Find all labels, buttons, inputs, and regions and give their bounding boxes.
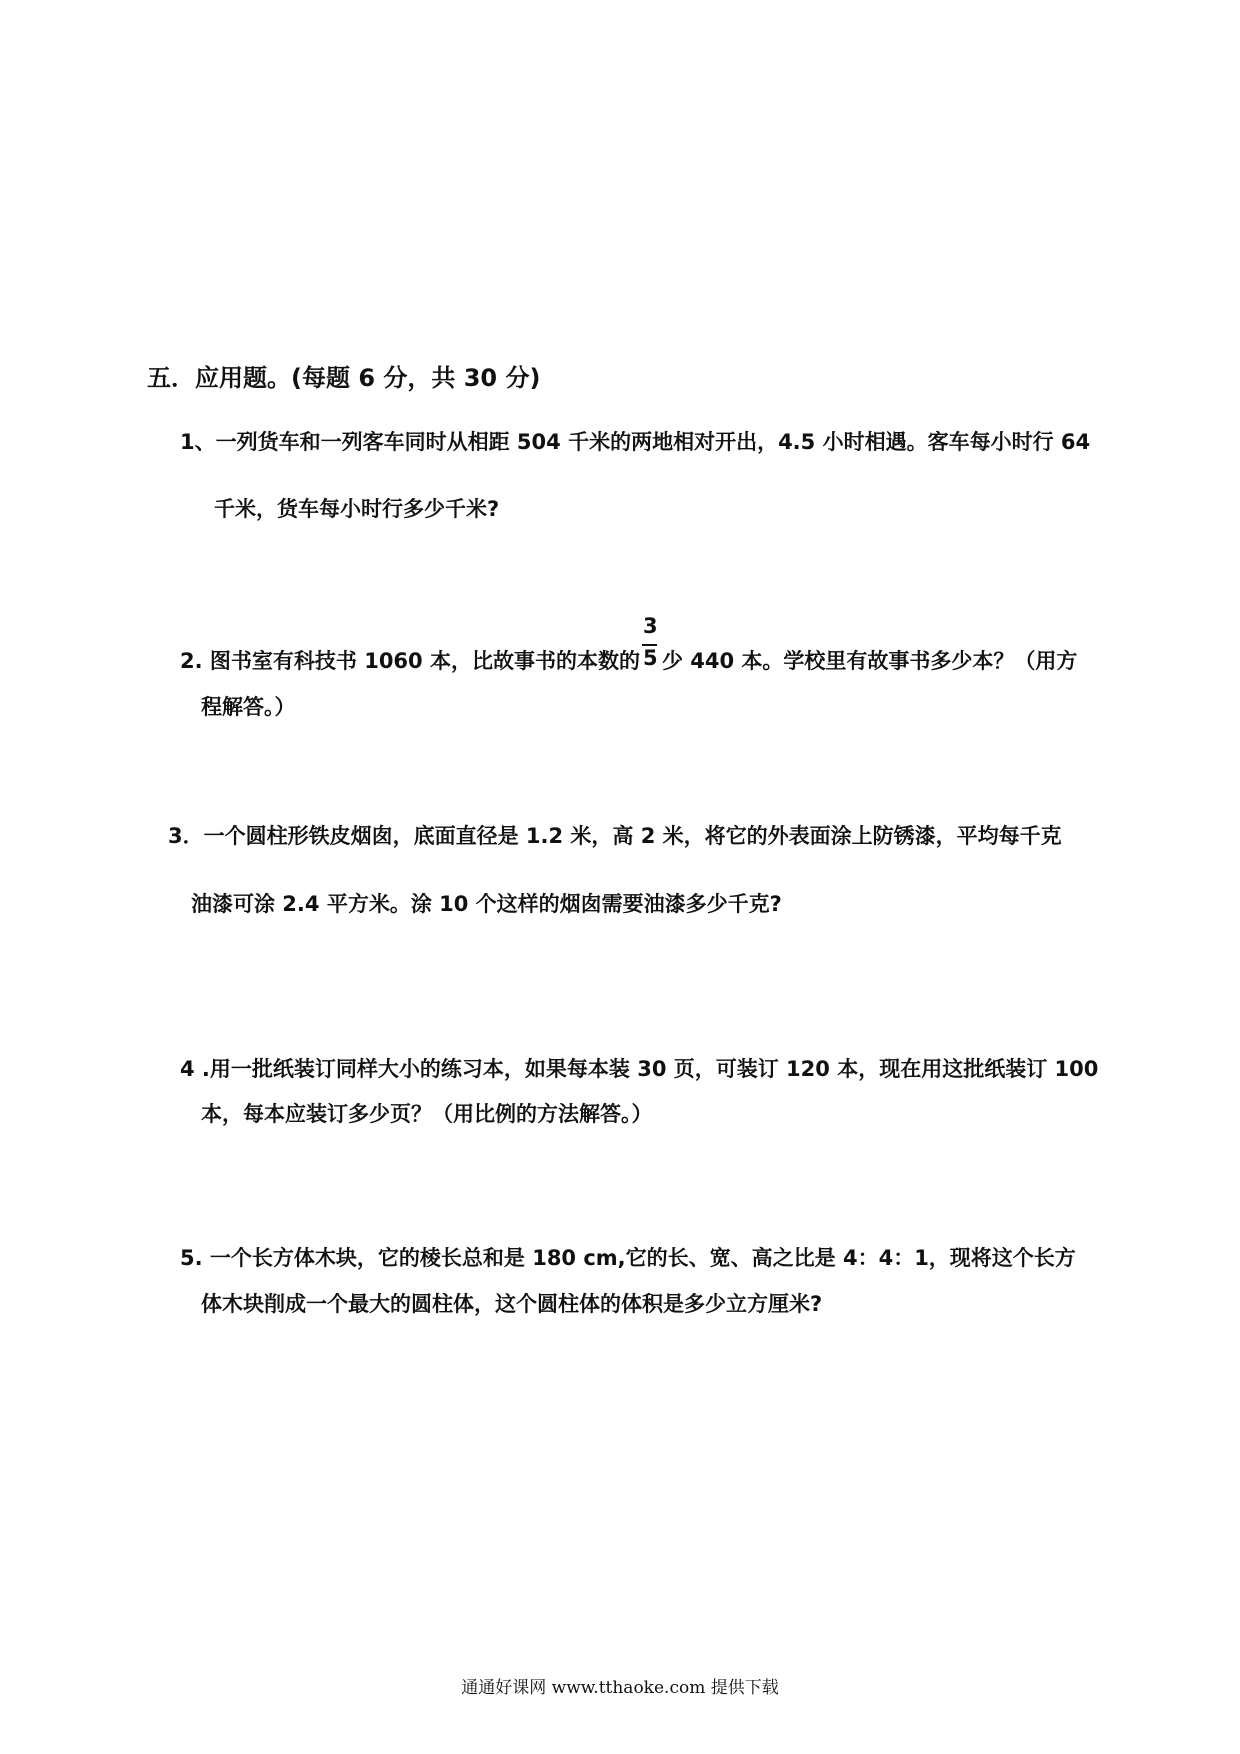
question-2-text-before-fraction: 2. 图书室有科技书 1060 本，比故事书的本数的	[180, 649, 640, 673]
question-5-line-2: 体木块削成一个最大的圆柱体，这个圆柱体的体积是多少立方厘米?	[201, 1292, 823, 1316]
section-title: 五．应用题。(每题 6 分，共 30 分)	[147, 364, 541, 392]
question-5-line-1: 5. 一个长方体木块，它的棱长总和是 180 cm,它的长、宽、高之比是 4：4：1，现将这个长方	[180, 1246, 1076, 1270]
fraction-three-fifths	[642, 614, 658, 670]
question-4-line-1: 4 .用一批纸装订同样大小的练习本，如果每本装 30 页，可装订 120 本，现在用这批纸装订 100	[180, 1057, 1099, 1081]
question-1-line-2: 千米，货车每小时行多少千米?	[214, 497, 500, 521]
fraction-numerator: 3	[642, 614, 658, 638]
footer-credit: 通通好课网 www.tthaoke.com 提供下载	[461, 1678, 779, 1698]
question-4-line-2: 本，每本应装订多少页？（用比例的方法解答。）	[201, 1102, 653, 1126]
question-2-line-2: 程解答。）	[201, 695, 296, 719]
question-2-text-after-fraction: 少 440 本。学校里有故事书多少本？（用方	[661, 649, 1078, 673]
question-3-line-1: 3．一个圆柱形铁皮烟囱，底面直径是 1.2 米，高 2 米，将它的外表面涂上防锈漆，平均每千克	[168, 824, 1062, 848]
question-2-line-1	[180, 614, 1078, 675]
question-3-line-2: 油漆可涂 2.4 平方米。涂 10 个这样的烟囱需要油漆多少千克?	[191, 892, 782, 916]
question-1-line-1: 1、一列货车和一列客车同时从相距 504 千米的两地相对开出，4.5 小时相遇。客车每小时行 64	[180, 430, 1091, 454]
fraction-denominator: 5	[642, 646, 658, 670]
